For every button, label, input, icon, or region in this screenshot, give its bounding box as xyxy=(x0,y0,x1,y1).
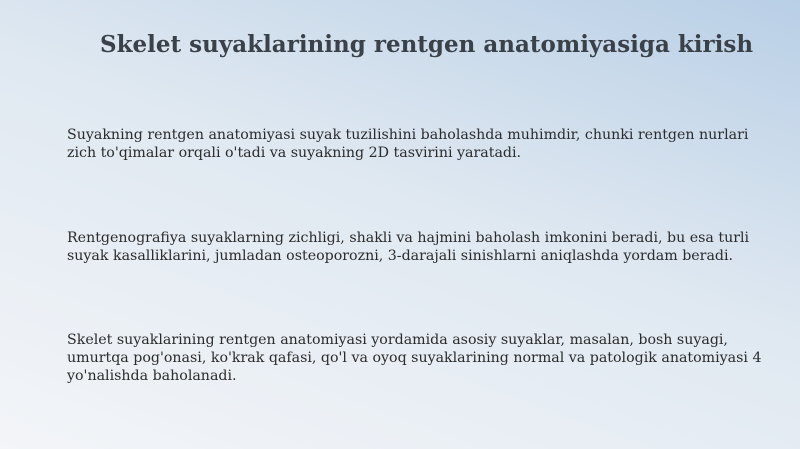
paragraph-3: Skelet suyaklarining rentgen anatomiyasi yordamida asosiy suyaklar, masalan, bosh suyagi, umurtqa pog'onasi, ko'krak qafasi, qo'l va oyoq suyaklarining normal va patologik anatomiyasi 4 yo'nalishda baholanadi. xyxy=(67,332,762,384)
paragraph-2: Rentgenografiya suyaklarning zichligi, shakli va hajmini baholash imkonini beradi, bu esa turli suyak kasalliklarini, jumladan osteoporozni, 3-darajali sinishlarni aniqlashda yordam beradi. xyxy=(67,230,750,264)
slide-title: Skelet suyaklarining rentgen anatomiyasiga kirish xyxy=(100,31,754,58)
paragraph-1: Suyakning rentgen anatomiyasi suyak tuzilishini baholashda muhimdir, chunki rentgen nurlari zich to'qimalar orqali o'tadi va suyakning 2D tasvirini yaratadi. xyxy=(67,127,749,161)
